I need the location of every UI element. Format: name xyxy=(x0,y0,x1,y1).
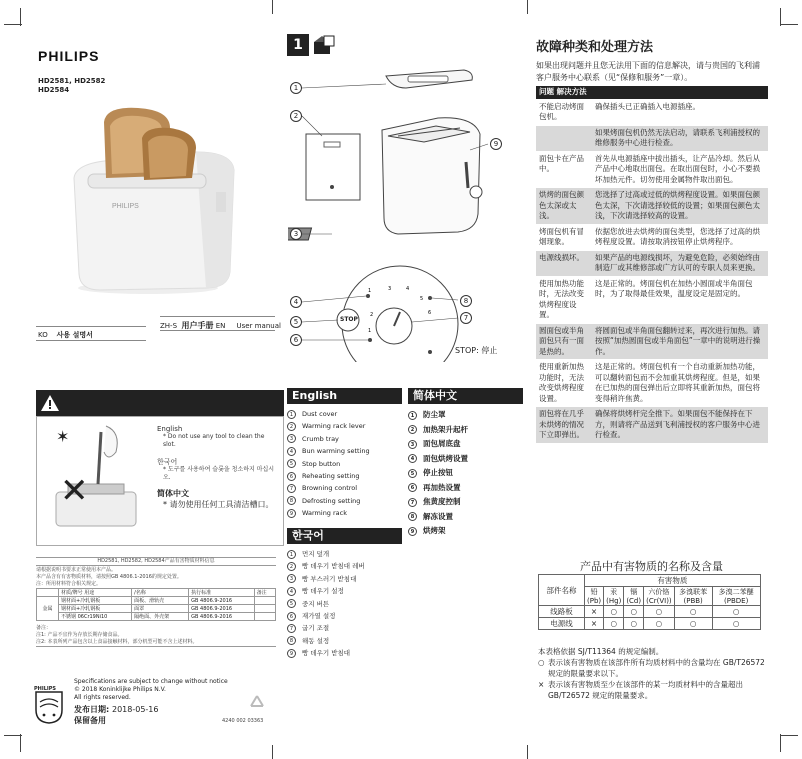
troubleshoot-intro: 如果出现问题并且您无法用下面的信息解决，请与贵国的飞利浦客户服务中心联系（见“保修和服务”一章）。 xyxy=(536,61,760,82)
svg-text:✶: ✶ xyxy=(56,427,70,446)
table-row: 使用加热功能时，无法改变烘烤程度设置。 这是正常的。烤面包机在加热小圆面或半角面包时，为了取得最佳效果，温度设定是固定的。 xyxy=(536,277,768,324)
recycle-icon xyxy=(246,694,268,714)
list-item: 9 烘烤架 xyxy=(408,524,523,539)
fold-mark xyxy=(272,745,273,759)
list-item: 7 굽기 조절 xyxy=(287,622,402,634)
list-item: 7 Browning control xyxy=(287,482,402,494)
warning-ko: 한국어 * 도구를 사용하여 슬롯을 청소하지 마십시오. xyxy=(157,458,275,481)
callout: 8 xyxy=(460,295,472,307)
svg-text:✕: ✕ xyxy=(60,471,89,511)
table-row: 电源线 × ○ ○ ○ ○ ○ xyxy=(539,618,761,630)
svg-text:5: 5 xyxy=(420,296,424,302)
callout: 5 xyxy=(290,316,302,328)
fold-mark xyxy=(272,0,273,14)
list-item: 8 해동 설정 xyxy=(287,635,402,647)
unpack-box-icon xyxy=(312,34,338,56)
table-row: 面包将在几乎未烘烤的情况下立即弹出。 确保将烘烤杆完全推下。如果面包不能保持在下方，则请将产品送到飞利浦授权的客户服务中心进行检查。 xyxy=(536,407,768,444)
svg-text:3: 3 xyxy=(388,286,392,292)
warning-en: English * Do not use any tool to clean the slot. xyxy=(157,425,265,448)
troubleshoot-table xyxy=(536,86,768,444)
divider xyxy=(160,330,275,331)
warning-triangle-icon xyxy=(40,394,60,412)
svg-text:2: 2 xyxy=(370,312,374,318)
list-item: 4 Bun warming setting xyxy=(287,445,402,457)
list-item: 5 停止按钮 xyxy=(408,466,523,481)
callout: 6 xyxy=(290,334,302,346)
svg-text:1: 1 xyxy=(368,328,372,334)
parts-list-en xyxy=(287,408,402,520)
doc-code: 4240 002 03363 xyxy=(222,718,264,724)
crop-mark xyxy=(780,735,798,736)
language-zh-en: ZH-S 用户手册 EN User manual xyxy=(160,321,281,330)
crop-mark xyxy=(780,734,781,752)
step-number: 1 xyxy=(287,34,309,56)
table-header: 问题 解决方法 xyxy=(536,86,768,100)
callout: 2 xyxy=(290,110,302,122)
table-row: 金属 钢材面+冷轧钢板 面板、滑轨壳 GB 4806.9-2016 xyxy=(37,597,276,605)
table-row: 材质/牌号 用途 /名称 执行标准 备注 xyxy=(37,589,276,597)
list-item: 8 解冻设置 xyxy=(408,510,523,525)
list-item: 4 빵 데우기 설정 xyxy=(287,585,402,597)
language-ko: KO 사용 설명서 xyxy=(38,331,93,339)
list-item: 5 Stop button xyxy=(287,458,402,470)
callout: 9 xyxy=(490,138,502,150)
philips-shield-logo xyxy=(34,690,64,724)
list-item: 6 再加热设置 xyxy=(408,481,523,496)
list-item: 3 面包屑底盘 xyxy=(408,437,523,452)
table-row: 铅(Pb) 汞(Hg) 镉(Cd) 六价铬(Cr(VI)) 多溴联苯(PBB) 多溴二苯醚(PBDE) xyxy=(539,587,761,606)
list-item: 7 焦黄度控制 xyxy=(408,495,523,510)
callout: 4 xyxy=(290,296,302,308)
diagram-stop-button: STOP xyxy=(340,316,358,323)
callout: 7 xyxy=(460,312,472,324)
list-item: 9 빵 데우기 받침대 xyxy=(287,647,402,659)
list-item: 1 먼지 덮개 xyxy=(287,548,402,560)
parts-list-ko xyxy=(287,548,402,660)
hazard-notes: 本表格依据 SJ/T11364 的规定编制。 ○ 表示该有害物质在该部件所有均质材料中的含量均在 GB/T26572 规定的限量要求以下。 × 表示该有害物质至少在该部件的某一均质材料中的含量超出 GB/T26572 规定的限量要求。 xyxy=(538,647,765,700)
table-row: 如果烤面包机仍然无法启动，请联系飞利浦授权的维修服务中心进行检查。 xyxy=(536,126,768,152)
troubleshoot-title: 故障种类和处理方法 xyxy=(536,40,654,55)
list-item: 4 面包烘烤设置 xyxy=(408,452,523,467)
table-row: 烘烤的面包颜色太深或太浅。 您选择了过高或过低的烘烤程度设置。如果面包颜色太深，下次请选择较低的设置；如果面包颜色太浅，下次请选择较高的设置。 xyxy=(536,188,768,225)
release-info: 发布日期: 2018-05-16 保留备用 xyxy=(74,705,159,725)
section-heading-ko: 한국어 xyxy=(287,528,402,544)
stop-caption: STOP: 停止 xyxy=(455,346,498,355)
callout: 1 xyxy=(290,82,302,94)
divider xyxy=(160,316,275,317)
parts-list-zh xyxy=(408,408,523,539)
list-item: 2 Warming rack lever xyxy=(287,420,402,432)
svg-text:1: 1 xyxy=(368,288,372,294)
warning-zh: 简体中文 * 请勿使用任何工具清洁槽口。 xyxy=(157,489,274,509)
material-table-title: HD2581, HD2582, HD2584产品有害物质材料信息 xyxy=(36,557,276,566)
divider xyxy=(36,326,146,327)
warning-illustration xyxy=(46,422,146,532)
table-row: 线路板 × ○ ○ ○ ○ ○ xyxy=(539,606,761,618)
divider xyxy=(36,340,146,341)
toaster-photo xyxy=(46,92,266,297)
svg-text:4: 4 xyxy=(406,286,410,292)
fold-mark xyxy=(527,0,528,14)
svg-text:6: 6 xyxy=(428,310,432,316)
hazard-table-title: 产品中有害物质的名称及含量 xyxy=(580,560,723,573)
section-heading-en: English xyxy=(287,388,402,404)
fold-mark xyxy=(527,745,528,759)
list-item: 9 Warming rack xyxy=(287,507,402,519)
section-heading-zh: 简体中文 xyxy=(408,388,523,404)
crop-mark xyxy=(4,24,22,25)
list-item: 5 중지 버튼 xyxy=(287,598,402,610)
brand-logo: PHILIPS xyxy=(38,48,100,64)
list-item: 1 Dust cover xyxy=(287,408,402,420)
list-item: 6 재가열 설정 xyxy=(287,610,402,622)
crop-mark xyxy=(4,735,22,736)
material-table xyxy=(36,588,276,621)
list-item: 6 Reheating setting xyxy=(287,470,402,482)
table-row: 圆面包或半角面包只有一面是热的。 将圆面包或半角面包翻转过来，再次进行加热。请按照“加热圆面包或半角面包”一章中的说明进行操作。 xyxy=(536,324,768,361)
list-item: 3 빵 부스러기 받침대 xyxy=(287,573,402,585)
back-logo: PHILIPS xyxy=(34,686,57,692)
table-row: 不锈钢 06Cr19Ni10 隔绝面、外壳架 GB 4806.9-2016 xyxy=(37,613,276,621)
hazard-table xyxy=(538,574,761,630)
list-item: 2 加热架升起杆 xyxy=(408,423,523,438)
material-notes: 请根据说明书要求正常使用本产品。 本产品含有有害物质材料，请按照GB 4806.1-2016的规定处置。 注：所用材料符合相关规定。 xyxy=(36,567,182,587)
table-row: 面包卡在产品中。 首先从电源插座中拔出插头，让产品冷却。然后从产品中心地取出面包。在取出面包时，小心不要损坏加热元件。切勿使用金属物件取出面包。 xyxy=(536,152,768,189)
table-row: 不能启动烤面包机。 确保插头已正确插入电源插座。 xyxy=(536,100,768,126)
list-item: 8 Defrosting setting xyxy=(287,495,402,507)
table-row: 电源线损坏。 如果产品的电源线损坏，为避免危险，必须始终由制造厂或其维修部或广方认可的专职人员来更换。 xyxy=(536,251,768,277)
svg-text:PHILIPS: PHILIPS xyxy=(112,203,139,210)
list-item: 3 Crumb tray xyxy=(287,433,402,445)
table-row: 钢材面+冷轧钢板 面罩 GB 4806.9-2016 xyxy=(37,605,276,613)
material-footer: 备注： 注1: 产品不宜作为存放长期存储食品。 注2: 本表所列产品包含以上食品接触材料，部分机型可能不含上述材料。 xyxy=(36,625,276,647)
crop-mark xyxy=(780,24,798,25)
table-row: 烤面包机有冒烟现象。 依据您放进去烘烤的面包类型，您选择了过高的烘烤程度设置。请按取消按钮停止烘烤程序。 xyxy=(536,225,768,251)
warning-header xyxy=(36,390,284,416)
table-row: 部件名称 有害物质 xyxy=(539,575,761,587)
list-item: 1 防尘罩 xyxy=(408,408,523,423)
list-item: 2 빵 데우기 받침대 레버 xyxy=(287,560,402,572)
model-numbers: HD2581, HD2582 HD2584 xyxy=(38,77,106,94)
crop-mark xyxy=(20,734,21,752)
legal-text: Specifications are subject to change without notice © 2018 Koninklijke Philips N.V. All rights reserved. xyxy=(74,678,228,701)
callout: 3 xyxy=(290,228,302,240)
table-row: 使用重新加热功能时，无法改变烘烤程度设置。 这是正常的。烤面包机有一个自动重新加热功能，可以翻转面包而不会加重其烘烤程度。但是，如果在已加热的面包弹出后立即将其重新加热，面包将变得稍许焦黄。 xyxy=(536,360,768,407)
